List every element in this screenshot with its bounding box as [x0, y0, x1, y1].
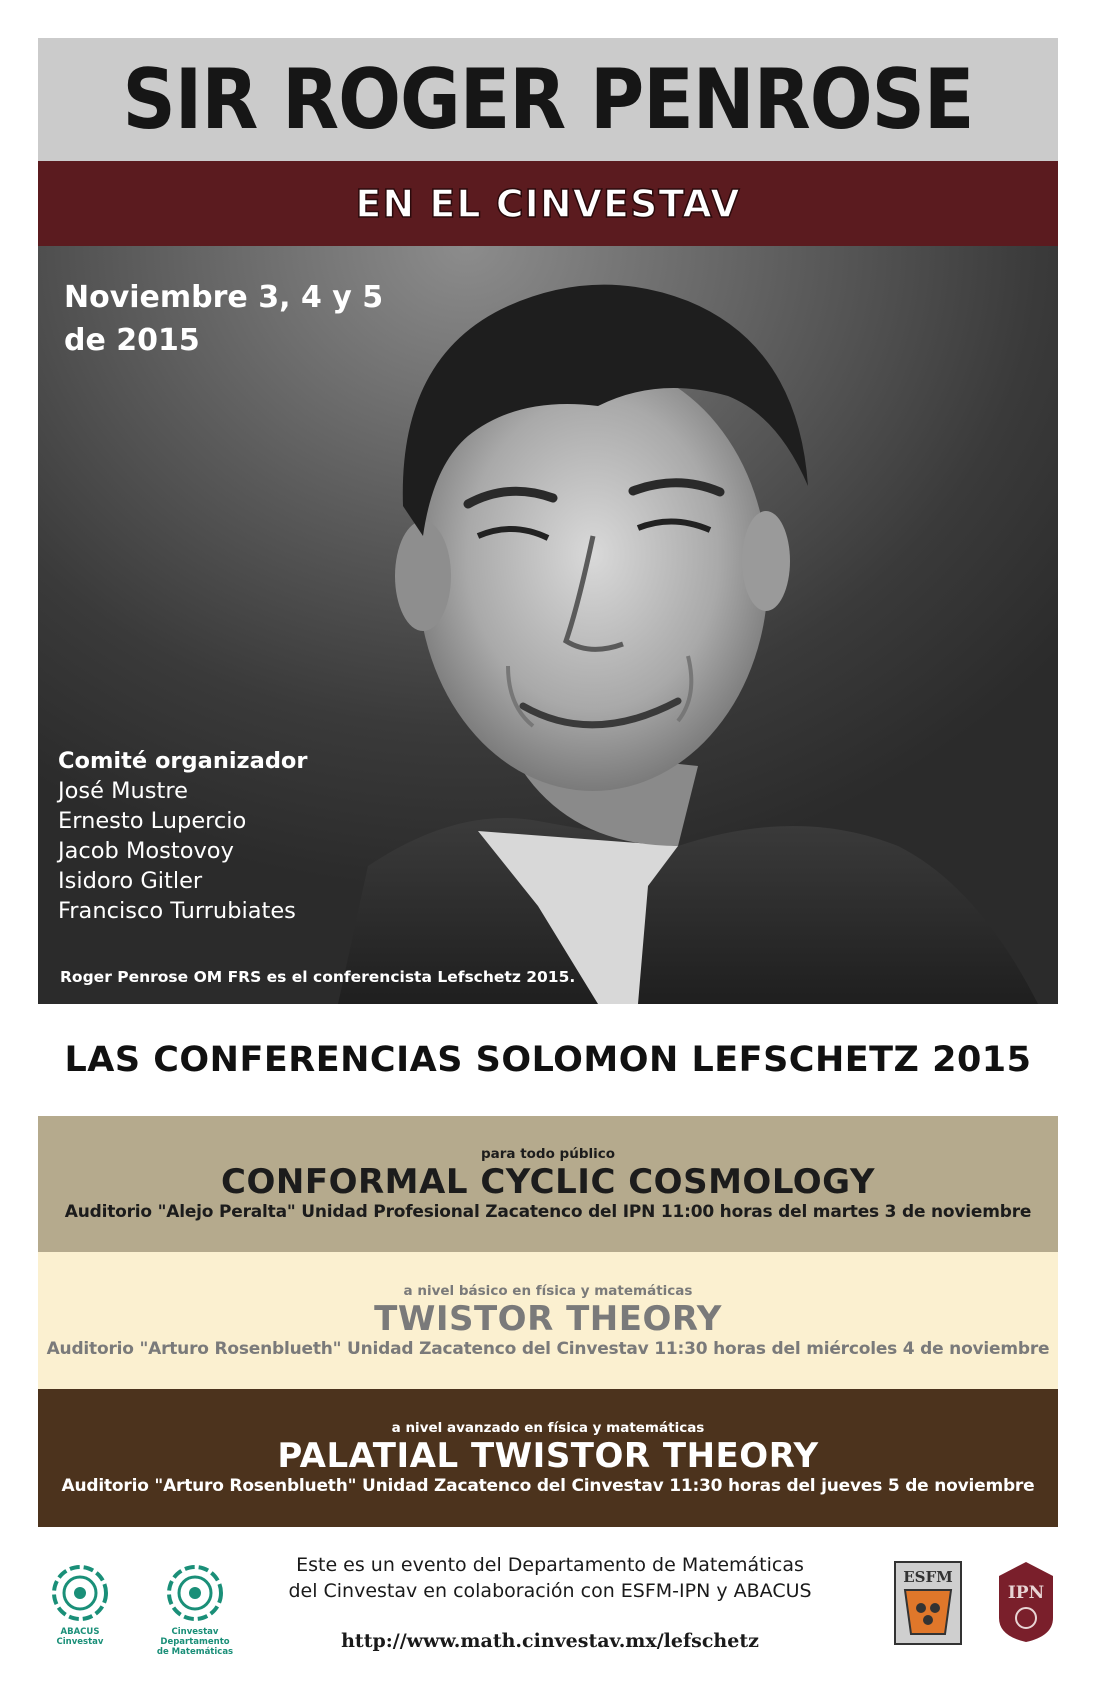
abacus-icon [50, 1563, 110, 1623]
talk-block-3 [38, 1389, 1058, 1527]
cinvestav-icon [155, 1563, 235, 1623]
committee-title: Comité organizador [58, 748, 308, 774]
ipn-logo [995, 1558, 1057, 1648]
talk-level: a nivel avanzado en física y matemáticas [391, 1420, 705, 1436]
photo-caption: Roger Penrose OM FRS es el conferencista Lefschetz 2015. [60, 968, 576, 986]
ipn-text: IPN [1007, 1583, 1045, 1603]
dates-line-2: de 2015 [64, 323, 200, 358]
organizing-committee [58, 746, 308, 926]
abacus-label-2: Cinvestav [56, 1637, 104, 1647]
event-dates [64, 276, 383, 362]
abacus-label-1: ABACUS [60, 1627, 100, 1637]
esfm-text: ESFM [903, 1568, 953, 1586]
footer-line-1: Este es un evento del Departamento de Matemáticas [296, 1554, 804, 1576]
event-url-link[interactable]: http://www.math.cinvestav.mx/lefschetz [341, 1630, 759, 1652]
cinvestav-label-1: Cinvestav [171, 1627, 219, 1637]
dates-line-1: Noviembre 3, 4 y 5 [64, 280, 384, 315]
esfm-icon [893, 1560, 963, 1646]
talk-block-1 [38, 1116, 1058, 1252]
ipn-icon [995, 1558, 1057, 1644]
talk-level: para todo público [480, 1146, 616, 1162]
footer-text [250, 1552, 850, 1604]
cinvestav-label-2: Departamento [160, 1637, 230, 1647]
cinvestav-label-3: de Matemáticas [156, 1647, 234, 1657]
series-title: LAS CONFERENCIAS SOLOMON LEFSCHETZ 2015 [64, 1040, 1032, 1080]
committee-member: José Mustre [58, 778, 188, 804]
poster-subtitle: EN EL CINVESTAV [355, 181, 741, 226]
poster-title: SIR ROGER PENROSE [122, 51, 974, 148]
talk-venue: Auditorio "Arturo Rosenblueth" Unidad Zacatenco del Cinvestav 11:30 horas del miércoles 4 de noviembre [46, 1338, 1050, 1359]
series-title-block [38, 1030, 1058, 1090]
committee-member: Isidoro Gitler [58, 868, 203, 894]
talk-level: a nivel básico en física y matemáticas [403, 1282, 693, 1299]
committee-member: Jacob Mostovoy [58, 838, 234, 864]
abacus-logo [50, 1563, 110, 1647]
talk-block-2 [38, 1252, 1058, 1389]
talk-title: TWISTOR THEORY [374, 1298, 722, 1339]
title-band [38, 38, 1058, 161]
committee-member: Francisco Turrubiates [58, 898, 296, 924]
portrait-photo [38, 246, 1058, 1004]
cinvestav-math-logo [155, 1563, 235, 1657]
subtitle-band [38, 161, 1058, 246]
footer-line-2: del Cinvestav en colaboración con ESFM-IPN y ABACUS [288, 1580, 812, 1602]
talk-title: CONFORMAL CYCLIC COSMOLOGY [221, 1162, 875, 1202]
talk-venue: Auditorio "Alejo Peralta" Unidad Profesional Zacatenco del IPN 11:00 horas del martes 3 de noviembre [64, 1202, 1032, 1222]
talk-venue: Auditorio "Arturo Rosenblueth" Unidad Zacatenco del Cinvestav 11:30 horas del jueves 5 de noviembre [61, 1476, 1035, 1496]
esfm-logo [893, 1560, 963, 1650]
talk-title: PALATIAL TWISTOR THEORY [277, 1436, 819, 1476]
committee-member: Ernesto Lupercio [58, 808, 247, 834]
